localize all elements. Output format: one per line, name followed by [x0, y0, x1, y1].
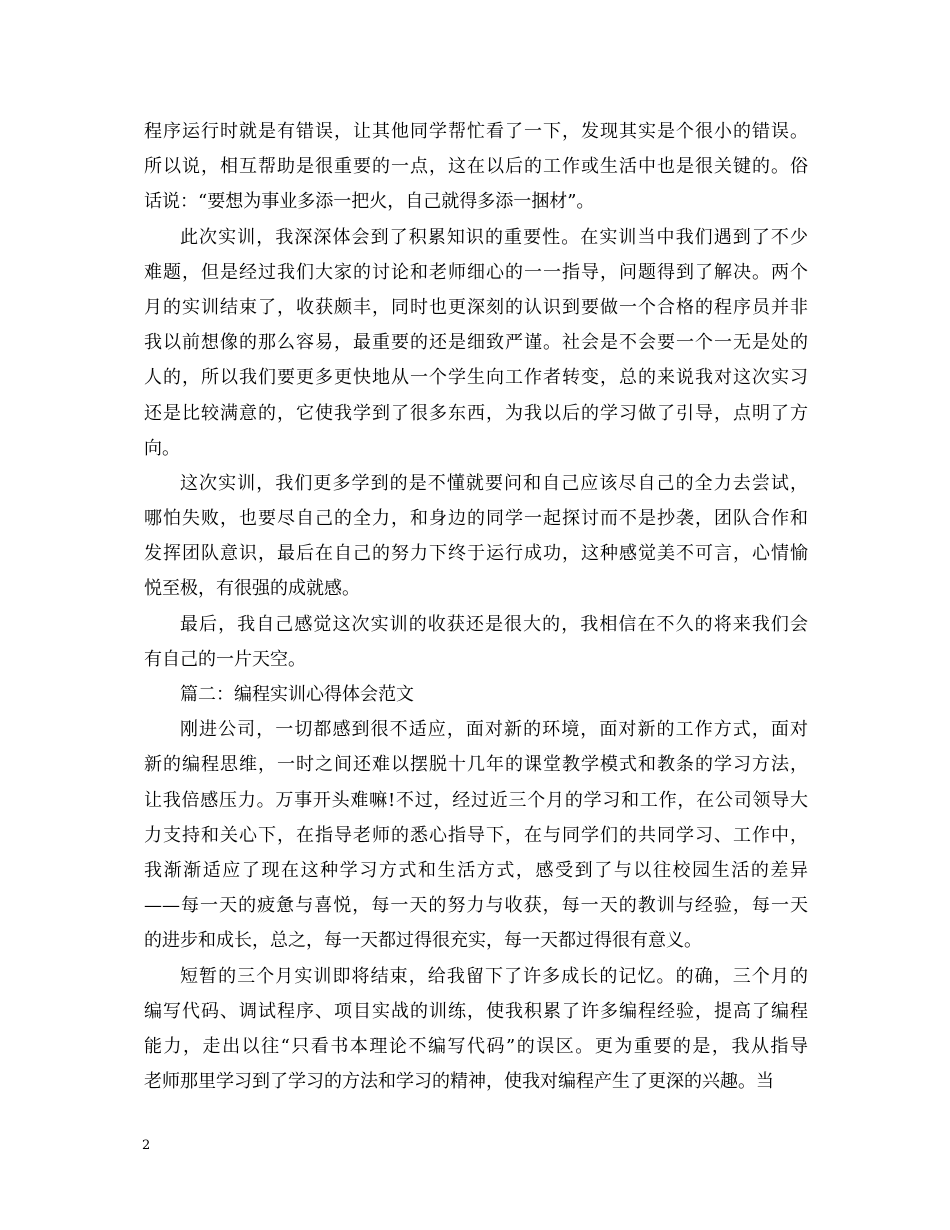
page-number: 2: [142, 1138, 151, 1153]
paragraph: [144, 607, 808, 677]
body-text: [144, 114, 808, 1099]
text-line: 程序运行时就是有错误，让其他同学帮忙看了一下，发现其实是个很小的错误。: [144, 121, 808, 142]
paragraph: [144, 712, 808, 958]
text-line: 我渐渐适应了现在这种学习方式和生活方式，感受到了与以往校园生活的差异: [144, 859, 808, 881]
text-line: 短暂的三个月实训即将结束，给我留下了许多成长的记忆。的确，三个月的: [180, 965, 808, 987]
text-line: ——每一天的疲惫与喜悦，每一天的努力与收获，每一天的教训与经验，每一天: [144, 895, 808, 917]
text-line: 最后，我自己感觉这次实训的收获还是很大的，我相信在不久的将来我们会: [180, 613, 808, 635]
text-line: 力支持和关心下，在指导老师的悉心指导下，在与同学们的共同学习、工作中，: [144, 824, 808, 846]
text-line: 篇二：编程实训心得体会范文: [180, 684, 414, 705]
paragraph: [144, 466, 808, 607]
paragraph: [144, 114, 808, 220]
text-line: 此次实训，我深深体会到了积累知识的重要性。在实训当中我们遇到了不少: [180, 226, 808, 248]
paragraph: [144, 220, 808, 466]
paragraph: [144, 959, 808, 1100]
text-line: 这次实训，我们更多学到的是不懂就要问和自己应该尽自己的全力去尝试，: [180, 472, 808, 494]
text-line: 老师那里学习到了学习的方法和学习的精神，使我对编程产生了更深的兴趣。当: [144, 1071, 774, 1093]
text-line: 刚进公司，一切都感到很不适应，面对新的环境，面对新的工作方式，面对: [180, 719, 808, 741]
text-line: 还是比较满意的，它使我学到了很多东西，为我以后的学习做了引导，点明了方: [144, 402, 808, 424]
text-line: 难题，但是经过我们大家的讨论和老师细心的一一指导，问题得到了解决。两个: [144, 261, 808, 283]
text-line: 哪怕失败，也要尽自己的全力，和身边的同学一起探讨而不是抄袭，团队合作和: [144, 508, 808, 530]
text-line: 让我倍感压力。万事开头难嘛!不过，经过近三个月的学习和工作，在公司领导大: [144, 789, 808, 811]
text-line: 人的，所以我们要更多更快地从一个学生向工作者转变，总的来说我对这次实习: [144, 367, 808, 389]
text-line: 发挥团队意识，最后在自己的努力下终于运行成功，这种感觉美不可言，心情愉: [144, 543, 808, 565]
text-line: 有自己的一片天空。: [144, 648, 306, 670]
paragraph: [144, 677, 808, 712]
text-line: 能力，走出以往“只看书本理论不编写代码”的误区。更为重要的是，我从指导: [144, 1035, 808, 1057]
text-line: 的进步和成长，总之，每一天都过得很充实，每一天都过得很有意义。: [144, 930, 702, 952]
text-line: 编写代码、调试程序、项目实战的训练，使我积累了许多编程经验，提高了编程: [144, 1000, 808, 1022]
text-line: 悦至极，有很强的成就感。: [144, 578, 360, 600]
text-line: 话说：“要想为事业多添一把火，自己就得多添一捆材”。: [144, 191, 595, 213]
text-line: 向。: [144, 437, 180, 459]
text-line: 新的编程思维，一时之间还难以摆脱十几年的课堂教学模式和教条的学习方法，: [144, 754, 808, 776]
text-line: 我以前想像的那么容易，最重要的还是细致严谨。社会是不会要一个一无是处的: [144, 332, 808, 354]
text-line: 月的实训结束了，收获颇丰，同时也更深刻的认识到要做一个合格的程序员并非: [144, 296, 808, 318]
text-line: 所以说，相互帮助是很重要的一点，这在以后的工作或生活中也是很关键的。俗: [144, 156, 808, 178]
